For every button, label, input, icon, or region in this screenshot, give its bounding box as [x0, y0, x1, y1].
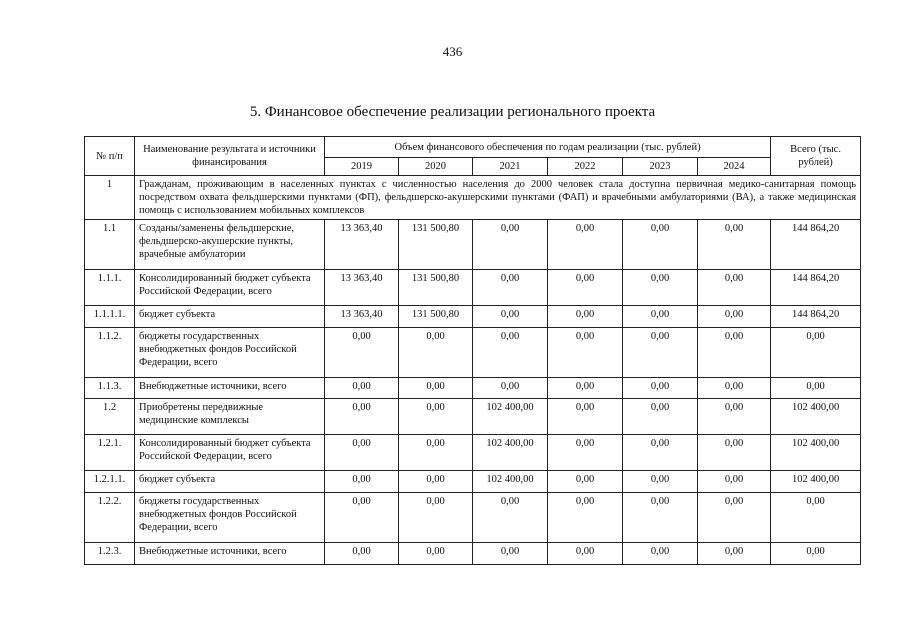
cell-value: 0,00 [399, 328, 473, 378]
table-row [85, 270, 861, 306]
cell-value: 102 400,00 [473, 435, 548, 471]
row-name: Внебюджетные источники, всего [135, 378, 325, 399]
cell-value: 0,00 [399, 378, 473, 399]
cell-value: 0,00 [325, 471, 399, 493]
cell-value: 131 500,80 [399, 220, 473, 270]
cell-value: 0,00 [325, 493, 399, 543]
row-number: 1.2.3. [85, 543, 135, 565]
description-row [85, 176, 861, 220]
row-name: Созданы/заменены фельдшерские, фельдшерско-акушерские пункты, врачебные амбулатории [135, 220, 325, 270]
row-name: бюджет субъекта [135, 471, 325, 493]
table-row [85, 328, 861, 378]
cell-value: 0,00 [325, 543, 399, 565]
cell-value: 0,00 [548, 493, 623, 543]
cell-value: 0,00 [548, 399, 623, 435]
cell-value: 0,00 [623, 270, 698, 306]
row-number: 1 [85, 176, 135, 220]
cell-value: 0,00 [698, 220, 771, 270]
table-row [85, 306, 861, 328]
row-number: 1.2 [85, 399, 135, 435]
cell-value: 0,00 [698, 378, 771, 399]
page-number: 436 [442, 44, 463, 59]
cell-total: 144 864,20 [771, 270, 861, 306]
row-number: 1.1.1. [85, 270, 135, 306]
header-name: Наименование результата и источники финансирования [135, 137, 325, 176]
cell-value: 0,00 [399, 435, 473, 471]
cell-value: 0,00 [623, 306, 698, 328]
cell-value: 13 363,40 [325, 220, 399, 270]
cell-value: 0,00 [698, 435, 771, 471]
result-description: Гражданам, проживающим в населенных пунктах с численностью населения до 2000 человек стала доступна первичная медико-санитарная помощь посредством охвата фельдшерскими пунктами (ФП), фельдшерско-акушерскими пунктами (ФАП) и врачебными амбулаториями (ВА), а также медицинская помощь с использованием мобильных комплексов [135, 176, 861, 220]
header-year: 2023 [623, 158, 698, 176]
section-title: 5. Финансовое обеспечение реализации регионального проекта [249, 104, 656, 120]
cell-value: 0,00 [623, 471, 698, 493]
cell-total: 0,00 [771, 328, 861, 378]
header-year: 2019 [325, 158, 399, 176]
cell-value: 0,00 [698, 543, 771, 565]
cell-value: 0,00 [473, 220, 548, 270]
row-number: 1.1.1.1. [85, 306, 135, 328]
cell-value: 0,00 [325, 399, 399, 435]
cell-value: 0,00 [623, 399, 698, 435]
cell-value: 131 500,80 [399, 270, 473, 306]
header-year: 2020 [399, 158, 473, 176]
cell-value: 0,00 [698, 328, 771, 378]
row-number: 1.1 [85, 220, 135, 270]
cell-value: 0,00 [548, 543, 623, 565]
cell-value: 131 500,80 [399, 306, 473, 328]
cell-total: 144 864,20 [771, 220, 861, 270]
cell-total: 0,00 [771, 543, 861, 565]
cell-value: 0,00 [698, 270, 771, 306]
cell-value: 13 363,40 [325, 270, 399, 306]
cell-value: 102 400,00 [473, 471, 548, 493]
cell-value: 0,00 [473, 306, 548, 328]
table-row [85, 378, 861, 399]
table-row [85, 471, 861, 493]
cell-value: 0,00 [325, 435, 399, 471]
table-row [85, 399, 861, 435]
header-year: 2022 [548, 158, 623, 176]
table-row [85, 220, 861, 270]
cell-value: 0,00 [623, 328, 698, 378]
table-row [85, 435, 861, 471]
cell-value: 0,00 [548, 378, 623, 399]
cell-value: 0,00 [698, 399, 771, 435]
header-total: Всего (тыс. рублей) [771, 137, 861, 176]
row-name: Приобретены передвижные медицинские комплексы [135, 399, 325, 435]
cell-value: 0,00 [548, 220, 623, 270]
cell-value: 0,00 [548, 435, 623, 471]
cell-value: 0,00 [473, 328, 548, 378]
cell-value: 0,00 [473, 493, 548, 543]
row-number: 1.2.1. [85, 435, 135, 471]
cell-value: 0,00 [548, 270, 623, 306]
row-number: 1.2.1.1. [85, 471, 135, 493]
cell-total: 102 400,00 [771, 399, 861, 435]
row-number: 1.1.3. [85, 378, 135, 399]
cell-total: 0,00 [771, 493, 861, 543]
cell-value: 13 363,40 [325, 306, 399, 328]
cell-value: 0,00 [548, 471, 623, 493]
cell-value: 0,00 [473, 270, 548, 306]
row-number: 1.1.2. [85, 328, 135, 378]
cell-value: 0,00 [698, 493, 771, 543]
cell-value: 0,00 [399, 471, 473, 493]
cell-value: 0,00 [623, 435, 698, 471]
cell-total: 102 400,00 [771, 471, 861, 493]
row-name: бюджет субъекта [135, 306, 325, 328]
cell-value: 0,00 [399, 543, 473, 565]
header-year: 2024 [698, 158, 771, 176]
header-year: 2021 [473, 158, 548, 176]
cell-value: 0,00 [623, 493, 698, 543]
cell-total: 144 864,20 [771, 306, 861, 328]
cell-value: 0,00 [698, 471, 771, 493]
cell-value: 0,00 [325, 378, 399, 399]
cell-value: 0,00 [623, 543, 698, 565]
cell-total: 102 400,00 [771, 435, 861, 471]
cell-value: 0,00 [698, 306, 771, 328]
cell-value: 0,00 [623, 378, 698, 399]
row-name: бюджеты государственных внебюджетных фондов Российской Федерации, всего [135, 328, 325, 378]
cell-value: 0,00 [399, 399, 473, 435]
header-volume: Объем финансового обеспечения по годам реализации (тыс. рублей) [325, 137, 771, 158]
cell-value: 0,00 [548, 306, 623, 328]
row-name: Консолидированный бюджет субъекта Российской Федерации, всего [135, 435, 325, 471]
cell-value: 0,00 [623, 220, 698, 270]
cell-value: 0,00 [548, 328, 623, 378]
cell-value: 0,00 [473, 543, 548, 565]
row-name: Внебюджетные источники, всего [135, 543, 325, 565]
table-row [85, 543, 861, 565]
cell-total: 0,00 [771, 378, 861, 399]
cell-value: 0,00 [473, 378, 548, 399]
row-number: 1.2.2. [85, 493, 135, 543]
header-num: № п/п [85, 137, 135, 176]
table-row [85, 493, 861, 543]
row-name: Консолидированный бюджет субъекта Российской Федерации, всего [135, 270, 325, 306]
cell-value: 0,00 [325, 328, 399, 378]
cell-value: 0,00 [399, 493, 473, 543]
cell-value: 102 400,00 [473, 399, 548, 435]
row-name: бюджеты государственных внебюджетных фондов Российской Федерации, всего [135, 493, 325, 543]
financing-table [84, 136, 861, 565]
